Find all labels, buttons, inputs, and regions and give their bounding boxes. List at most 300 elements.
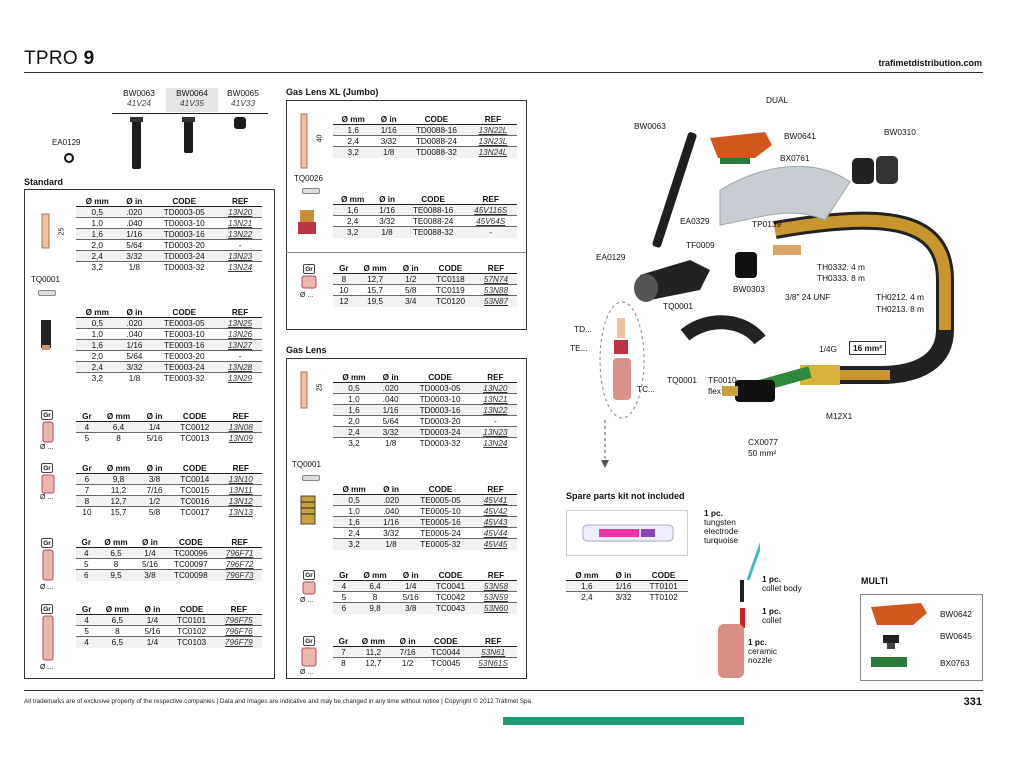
oring-icon: [64, 153, 74, 163]
column-header: REF: [218, 307, 262, 318]
collet-xl-image: [298, 112, 312, 170]
table-cell: TD0003-10: [150, 218, 218, 229]
table-cell: 8: [355, 592, 396, 603]
table-cell: 13N21: [218, 218, 262, 229]
column-header: CODE: [150, 307, 218, 318]
label-bw0310: BW0310: [884, 127, 916, 137]
table-cell: TE0003-05: [150, 318, 218, 329]
table-cell: 3/32: [615, 592, 632, 602]
column-header: Ø in: [373, 114, 403, 125]
table-cell: 53N59: [475, 592, 517, 603]
tq-label: TQ0026: [294, 174, 323, 183]
table-row: [333, 227, 517, 238]
collet-body-label: 1 pc. collet body: [762, 574, 802, 593]
table-header-row: [566, 570, 688, 581]
table-cell: 796F79: [216, 637, 262, 648]
table-cell: 796F76: [216, 626, 262, 637]
table-row: [76, 318, 262, 329]
gaslens-xl-table-2: [333, 194, 517, 238]
table-cell: 3/8: [395, 603, 426, 614]
table-cell: 796F73: [217, 570, 262, 581]
table-cell: 1/4: [137, 637, 167, 648]
table-cell: 1,0: [333, 506, 375, 517]
table-row: [333, 405, 517, 416]
table-cell: 13N28: [218, 362, 262, 373]
table-row: [333, 495, 517, 506]
table-cell: 13N23: [474, 427, 517, 438]
diam-label: Ø ...: [300, 597, 314, 604]
diam-label: Ø ...: [300, 669, 314, 676]
table-cell: 13N13: [228, 507, 253, 517]
table-cell: 53N61: [469, 647, 517, 658]
nozzle-label: 1 pc. ceramic nozzle: [748, 637, 778, 665]
column-header: Ø in: [137, 604, 167, 615]
table-row: [333, 285, 517, 296]
column-header: Ø mm: [98, 411, 139, 422]
table-cell: 4: [76, 548, 97, 559]
table-cell: 6,5: [97, 637, 137, 648]
table-cell: 1,0: [76, 218, 118, 229]
column-header: Ø mm: [76, 196, 118, 207]
label-th0213: TH0213. 8 m: [876, 304, 924, 314]
divider: [286, 252, 527, 253]
table-cell: 13N26: [218, 329, 262, 340]
table-cell: TE0005-32: [407, 539, 474, 550]
table-cell: 3/32: [372, 216, 402, 227]
table-cell: 1/8: [373, 147, 403, 158]
table-cell: TE0003-20: [150, 351, 218, 362]
table-cell: 3/32: [375, 528, 407, 539]
table-cell: TE0003-16: [150, 340, 218, 351]
table-row: [76, 637, 262, 648]
table-cell: 8: [97, 559, 136, 570]
table-row: [76, 474, 262, 485]
table-cell: 3/32: [375, 427, 406, 438]
label-bw0303: BW0303: [733, 284, 765, 294]
tq-label: TQ0001: [31, 275, 60, 284]
collet-image: [298, 370, 312, 410]
diam-label: Ø ...: [300, 292, 314, 299]
column-header: Ø mm: [76, 307, 119, 318]
table-header-row: [76, 307, 262, 318]
table-header-row: [333, 372, 517, 383]
table-header-row: [333, 484, 517, 495]
table-cell: 1/16: [372, 205, 402, 216]
label-th0332: TH0332. 4 m: [817, 262, 865, 272]
table-cell: 3/32: [118, 251, 150, 262]
column-header: CODE: [170, 463, 220, 474]
table-cell: 13N24: [228, 262, 253, 272]
table-header-row: [333, 194, 517, 205]
column-header: Gr: [333, 570, 355, 581]
multi-item-1: BW0642: [940, 609, 972, 619]
label-th0212: TH0212. 4 m: [876, 292, 924, 302]
table-cell: 1/8: [384, 438, 397, 448]
table-cell: TD0003-24: [150, 251, 218, 262]
label-th0333: TH0333. 8 m: [817, 273, 865, 283]
column-header: Ø in: [119, 307, 151, 318]
table-cell: TC0012: [170, 422, 220, 433]
table-cell: 13N24: [483, 438, 508, 448]
label-bw0063: BW0063: [634, 121, 666, 131]
column-header: Ø mm: [354, 636, 393, 647]
label-bw0641: BW0641: [784, 131, 816, 141]
table-cell: 15,7: [110, 507, 127, 517]
table-cell: 13N25: [218, 318, 262, 329]
table-row: [333, 592, 517, 603]
column-header: Ø mm: [355, 263, 396, 274]
column-header: REF: [220, 463, 262, 474]
table-header-row: [76, 537, 262, 548]
table-row: [76, 626, 262, 637]
column-header: Gr: [333, 263, 355, 274]
table-cell: 5/8: [395, 285, 426, 296]
table-cell: -: [464, 227, 517, 238]
gr-badge: Gr: [303, 570, 315, 580]
table-cell: 0,5: [76, 318, 119, 329]
back-caps-image: [112, 115, 272, 175]
table-row: [566, 581, 688, 592]
table-row: [76, 559, 262, 570]
table-cell: 15,7: [355, 285, 396, 296]
table-cell: 3,2: [333, 539, 375, 550]
column-header: Ø in: [139, 411, 170, 422]
table-cell: TD0088-16: [404, 125, 469, 136]
table-cell: 1/4: [395, 581, 426, 592]
table-row: [333, 506, 517, 517]
column-header: Ø in: [135, 537, 164, 548]
column-header: Gr: [76, 604, 97, 615]
table-cell: 7/16: [139, 485, 170, 496]
table-header-row: [333, 636, 517, 647]
washer-icon: [38, 290, 56, 296]
table-cell: TE0003-32: [164, 373, 205, 383]
column-header: Ø in: [395, 570, 426, 581]
table-cell: TC0013: [180, 433, 210, 443]
length-label: 25: [316, 383, 324, 392]
table-cell: 1/16: [375, 405, 406, 416]
gr-badge: Gr: [41, 463, 53, 473]
table-cell: TC0101: [167, 615, 215, 626]
nozzle-image: [300, 647, 318, 669]
column-header: Ø in: [139, 463, 170, 474]
label-ea0329: EA0329: [680, 216, 710, 226]
table-cell: 8: [76, 496, 98, 507]
column-header: REF: [475, 570, 517, 581]
table-cell: 1,6: [76, 340, 119, 351]
column-header: REF: [469, 636, 517, 647]
table-cell: 5: [333, 592, 355, 603]
table-cell: .040: [375, 506, 407, 517]
label-tf0010: TF0010: [708, 375, 737, 385]
table-row: [76, 351, 262, 362]
table-cell: 8: [116, 433, 121, 443]
table-cell: 1,6: [333, 405, 375, 416]
table-cell: -: [218, 351, 262, 362]
table-row: [76, 218, 262, 229]
table-cell: TC0120: [426, 296, 475, 307]
column-header: Ø mm: [98, 463, 139, 474]
column-header: Ø mm: [333, 484, 375, 495]
table-cell: 6,5: [97, 615, 137, 626]
diam-label: Ø ...: [40, 444, 54, 451]
standard-title: Standard: [24, 177, 64, 187]
table-cell: TC0017: [180, 507, 210, 517]
table-cell: TC0103: [167, 637, 215, 648]
table-cell: 13N09: [228, 433, 253, 443]
multi-item-3: BX0763: [940, 658, 970, 668]
table-row: [76, 262, 262, 273]
table-cell: 9,8: [98, 474, 139, 485]
table-row: [333, 438, 517, 449]
table-row: [333, 394, 517, 405]
table-cell: 1/2: [139, 496, 170, 507]
diam-label: Ø ...: [40, 584, 54, 591]
table-cell: 13N10: [220, 474, 262, 485]
table-cell: TC0119: [426, 285, 475, 296]
table-cell: 12: [333, 296, 355, 307]
table-cell: 13N29: [227, 373, 253, 383]
multi-box: [860, 594, 983, 681]
table-cell: 13N20: [474, 383, 517, 394]
table-cell: TE0088-24: [402, 216, 465, 227]
table-cell: 6: [76, 570, 97, 581]
column-header: Ø in: [393, 636, 422, 647]
table-row: [76, 422, 262, 433]
label-flex: flex: [708, 386, 721, 396]
ea0129-label: EA0129: [52, 138, 81, 147]
label-cx0077: CX0077: [748, 437, 778, 447]
gaslens-title: Gas Lens: [286, 345, 327, 355]
standard-table-3: [76, 411, 262, 444]
column-header: REF: [474, 372, 517, 383]
table-cell: 1/8: [375, 539, 407, 550]
table-cell: TC00097: [165, 559, 218, 570]
label-bx0761: BX0761: [780, 153, 810, 163]
collet-body-image: [38, 318, 56, 352]
table-cell: 13N23L: [469, 136, 517, 147]
table-header-row: [76, 463, 262, 474]
table-cell: 2,4: [76, 362, 119, 373]
column-header: Ø mm: [333, 114, 373, 125]
table-header-row: [76, 196, 262, 207]
column-header: Gr: [76, 411, 98, 422]
column-header: Ø mm: [355, 570, 396, 581]
table-cell: 2,0: [76, 240, 118, 251]
gr-badge: Gr: [41, 604, 53, 614]
standard-table-6: [76, 604, 262, 648]
table-cell: 0,5: [333, 383, 375, 394]
column-header: Ø in: [118, 196, 150, 207]
table-cell: 5/16: [135, 559, 164, 570]
table-cell: 3/8: [135, 570, 164, 581]
washer-icon: [302, 188, 320, 194]
table-cell: 0,5: [333, 495, 375, 506]
table-cell: 5: [76, 559, 97, 570]
table-row: [333, 427, 517, 438]
table-cell: 4: [76, 422, 98, 433]
table-cell: 13N24L: [469, 147, 517, 158]
column-header: REF: [469, 114, 517, 125]
label-16mm: 16 mm²: [849, 341, 886, 355]
table-cell: .040: [119, 329, 151, 340]
table-cell: 45V45: [474, 539, 517, 550]
table-cell: TD0003-20: [150, 240, 218, 251]
table-row: [76, 615, 262, 626]
table-cell: 8: [333, 274, 355, 285]
table-cell: 1,6: [333, 517, 375, 528]
table-cell: TC0118: [426, 274, 475, 285]
torch-exploded-diagram: [560, 90, 990, 470]
table-row: [76, 240, 262, 251]
column-header: CODE: [170, 411, 220, 422]
table-cell: 2,0: [76, 351, 119, 362]
table-cell: 3,2: [91, 373, 103, 383]
table-cell: 1/16: [608, 581, 639, 592]
table-cell: 13N23: [218, 251, 262, 262]
table-cell: 5/64: [118, 240, 150, 251]
table-row: [333, 274, 517, 285]
table-row: [333, 125, 517, 136]
table-row: [76, 362, 262, 373]
standard-table-1: [76, 196, 262, 273]
multi-title: MULTI: [861, 576, 888, 586]
table-cell: 12,7: [355, 274, 396, 285]
gr-badge: Gr: [41, 410, 53, 420]
column-header: CODE: [426, 263, 475, 274]
table-cell: 45V41: [474, 495, 517, 506]
table-cell: 12,7: [98, 496, 139, 507]
table-cell: TC0015: [170, 485, 220, 496]
table-cell: 3,2: [91, 262, 103, 272]
table-cell: 13N20: [218, 207, 262, 218]
table-cell: TE0005-16: [407, 517, 474, 528]
table-row: [76, 570, 262, 581]
table-row: [333, 528, 517, 539]
table-cell: 2,0: [333, 416, 375, 427]
spare-table: [566, 570, 688, 603]
table-cell: TC0042: [426, 592, 475, 603]
table-row: [566, 592, 688, 603]
table-cell: TC0041: [426, 581, 475, 592]
table-cell: 6,4: [98, 422, 139, 433]
table-cell: 2,4: [76, 251, 118, 262]
label-tq0001-b: TQ0001: [667, 375, 697, 385]
table-cell: TC0102: [167, 626, 215, 637]
column-header: CODE: [639, 570, 688, 581]
table-cell: TD0088-32: [404, 147, 469, 158]
column-header: Ø mm: [333, 372, 375, 383]
table-cell: 4: [76, 615, 97, 626]
table-cell: 12,7: [365, 658, 382, 668]
table-cell: TC0043: [426, 603, 475, 614]
table-cell: 1/4: [139, 422, 170, 433]
table-cell: 13N08: [220, 422, 262, 433]
column-header: CODE: [426, 570, 475, 581]
table-cell: 5/64: [375, 416, 406, 427]
gaslens-table-2: [333, 484, 517, 550]
table-cell: TE0005-05: [407, 495, 474, 506]
table-cell: 1/16: [119, 340, 151, 351]
nozzle-image: [40, 474, 56, 496]
table-cell: 7: [333, 647, 354, 658]
label-unf: 3/8" 24 UNF: [785, 292, 831, 302]
nozzle-image: [40, 615, 56, 663]
length-label: 40: [316, 134, 324, 143]
table-cell: TD0003-16: [406, 405, 473, 416]
standard-table-2: [76, 307, 262, 384]
table-cell: 6: [76, 474, 98, 485]
table-cell: TE0005-10: [407, 506, 474, 517]
table-header-row: [76, 411, 262, 422]
table-cell: .020: [118, 207, 150, 218]
top-part-3: BW0065 41V33: [227, 88, 259, 108]
table-row: [333, 658, 517, 669]
spare-kit-image: [566, 510, 688, 556]
gaslens-table-1: [333, 372, 517, 449]
nozzle-image: [40, 421, 56, 445]
table-cell: 57N74: [475, 274, 517, 285]
table-cell: 8: [341, 658, 346, 668]
table-row: [333, 205, 517, 216]
table-row: [333, 539, 517, 550]
table-cell: 1/16: [118, 229, 150, 240]
table-cell: 13N11: [220, 485, 262, 496]
table-cell: 5: [84, 433, 90, 443]
table-row: [333, 136, 517, 147]
table-cell: 1/8: [372, 227, 402, 238]
column-header: REF: [475, 263, 517, 274]
table-cell: 7/16: [393, 647, 422, 658]
table-cell: 1,0: [333, 394, 375, 405]
table-cell: 6,4: [355, 581, 396, 592]
gr-badge: Gr: [303, 264, 315, 274]
table-cell: 5/16: [395, 592, 426, 603]
table-cell: 45V116S: [464, 205, 517, 216]
table-cell: 1/4: [137, 615, 167, 626]
table-cell: 19,5: [355, 296, 396, 307]
table-cell: 10: [82, 507, 92, 517]
column-header: REF: [218, 196, 262, 207]
table-cell: 13N27: [218, 340, 262, 351]
site-url[interactable]: trafimetdistribution.com: [878, 58, 982, 68]
table-cell: TD0003-32: [419, 438, 461, 448]
table-cell: TD0003-05: [150, 207, 218, 218]
multi-parts-image: [861, 595, 941, 680]
table-cell: TC00096: [165, 548, 218, 559]
label-m12: M12X1: [826, 411, 853, 421]
table-cell: 45V64S: [464, 216, 517, 227]
table-cell: 1/4: [135, 548, 164, 559]
table-row: [76, 229, 262, 240]
table-cell: TE0003-24: [150, 362, 218, 373]
table-cell: 1/8: [128, 262, 140, 272]
column-header: CODE: [407, 484, 474, 495]
table-row: [76, 507, 262, 518]
table-cell: TC0044: [422, 647, 469, 658]
label-ea0129: EA0129: [596, 252, 626, 262]
table-header-row: [333, 570, 517, 581]
gr-badge: Gr: [41, 538, 53, 548]
table-cell: 6: [333, 603, 355, 614]
table-cell: TD0003-16: [150, 229, 218, 240]
standard-table-4: [76, 463, 262, 518]
table-cell: 53N61S: [478, 658, 508, 668]
table-cell: TC0045: [431, 658, 461, 668]
table-cell: 796F71: [217, 548, 262, 559]
table-cell: 11,2: [98, 485, 139, 496]
column-header: Ø in: [375, 484, 407, 495]
